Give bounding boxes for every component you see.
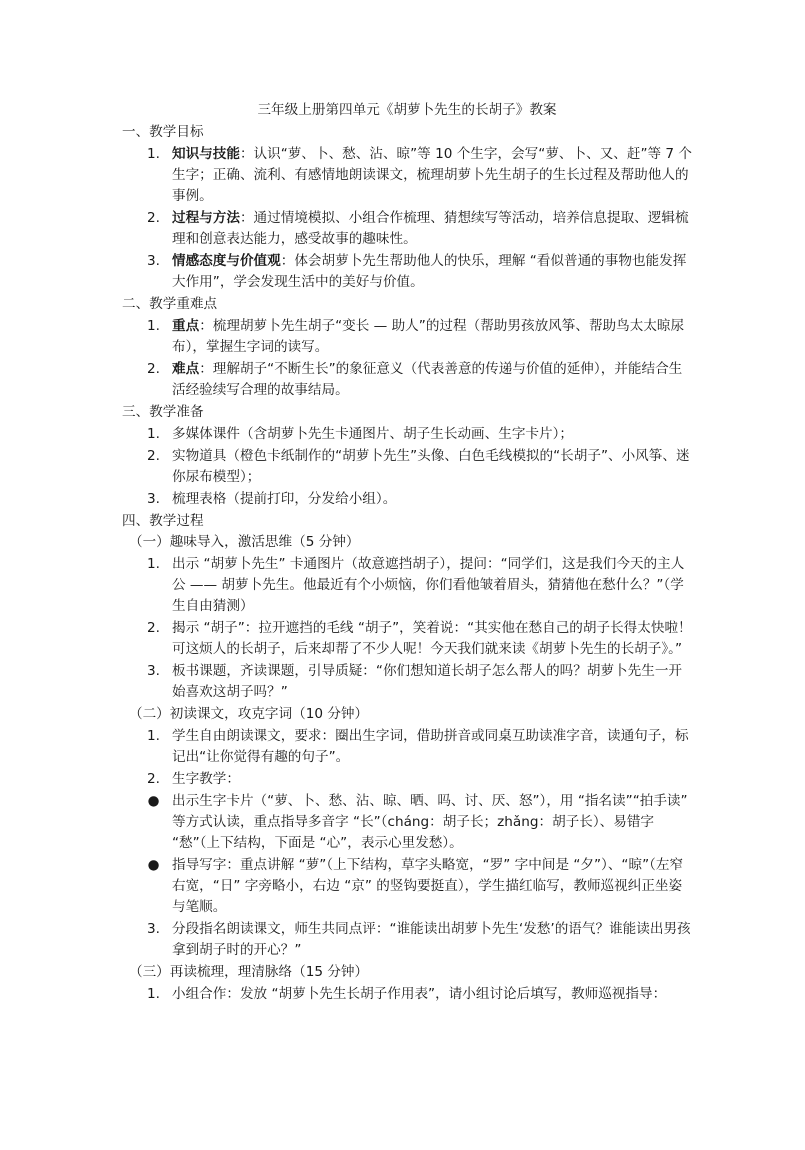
- item-keyword: 重点: [172, 318, 200, 334]
- item-text: 出示 “胡萝卜先生” 卡通图片（故意遮挡胡子），提问：“同学们，这是我们今天的主人公 —— 胡萝卜先生。他最近有个小烦恼，你们看他皱着眉头，猜猜他在愁什么？”（学生自由猜测）: [172, 556, 685, 614]
- item-keyword: 过程与方法: [172, 210, 240, 226]
- item-keyword: 情感态度与价值观: [172, 253, 281, 269]
- list-number: 1.: [147, 146, 160, 162]
- subsection-heading: （三）再读梳理，理清脉络（15 分钟）: [129, 964, 369, 980]
- item-text: 分段指名朗读课文，师生共同点评：“谁能读出胡萝卜先生‘发愁’的语气？谁能读出男孩拿到胡子时的开心？”: [172, 921, 691, 958]
- item-text: ：梳理胡萝卜先生胡子“变长 — 助人”的过程（帮助男孩放风筝、帮助鸟太太晾尿布），掌握生字词的读写。: [172, 318, 685, 355]
- list-number: 1.: [147, 986, 160, 1002]
- item-text: ：体会胡萝卜先生帮助他人的快乐，理解 “看似普通的事物也能发挥大作用”，学会发现生活中的美好与价值。: [172, 253, 687, 290]
- document-body: [122, 100, 692, 1006]
- list-number: 2.: [147, 448, 160, 464]
- list-item: [122, 144, 692, 207]
- list-number: 3.: [147, 491, 160, 507]
- item-keyword: 知识与技能: [172, 146, 240, 162]
- item-text: 实物道具（橙色卡纸制作的“胡萝卜先生”头像、白色毛线模拟的“长胡子”、小风筝、迷你尿布模型）；: [172, 448, 690, 485]
- list-item: [122, 316, 692, 358]
- section-heading: 二、教学重难点: [122, 296, 218, 312]
- item-text: 板书课题，齐读课题，引导质疑：“你们想知道长胡子怎么帮人的吗？胡萝卜先生一开始喜欢这胡子吗？”: [172, 663, 683, 700]
- list-number: 3.: [147, 253, 160, 269]
- list-item: [122, 446, 692, 488]
- bullet-item: [122, 855, 692, 918]
- subsection-heading: （一）趣味导入，激活思维（5 分钟）: [129, 534, 360, 550]
- list-item: [122, 554, 692, 617]
- bullet-dot-icon: ●: [147, 857, 160, 873]
- section-heading: 一、教学目标: [122, 124, 204, 140]
- list-number: 2.: [147, 210, 160, 226]
- list-number: 2.: [147, 771, 160, 787]
- list-item: [122, 919, 692, 961]
- list-item: [122, 984, 692, 1005]
- list-number: 2.: [147, 361, 160, 377]
- list-item: [122, 359, 692, 401]
- item-text: ：通过情境模拟、小组合作梳理、猜想续写等活动，培养信息提取、逻辑梳理和创意表达能力，感受故事的趣味性。: [172, 210, 689, 247]
- list-item: [122, 661, 692, 703]
- list-number: 3.: [147, 921, 160, 937]
- document-title: 三年级上册第四单元《胡萝卜先生的长胡子》教案: [257, 102, 557, 118]
- list-item: [122, 489, 692, 510]
- list-number: 1.: [147, 728, 160, 744]
- subsection-heading: （二）初读课文，攻克字词（10 分钟）: [129, 706, 369, 722]
- list-item: [122, 208, 692, 250]
- item-text: ：认识“萝、卜、愁、沾、晾”等 10 个生字，会写“萝、卜、又、赶”等 7 个生字；正确、流利、有感情地朗读课文，梳理胡萝卜先生胡子的生长过程及帮助他人的事例。: [172, 146, 692, 204]
- item-text: 梳理表格（提前打印，分发给小组）。: [172, 491, 397, 507]
- item-keyword: 难点: [172, 361, 200, 377]
- list-number: 1.: [147, 556, 160, 572]
- item-text: ：理解胡子“不断生长”的象征意义（代表善意的传递与价值的延伸），并能结合生活经验续写合理的故事结局。: [172, 361, 683, 398]
- item-text: 揭示 “胡子”：拉开遮挡的毛线 “胡子”，笑着说：“其实他在愁自己的胡子长得太快啦！可这烦人的长胡子，后来却帮了不少人呢！今天我们就来读《胡萝卜先生的长胡子》。”: [172, 620, 692, 657]
- list-item: [122, 769, 692, 790]
- list-item: [122, 618, 692, 660]
- list-item: [122, 726, 692, 768]
- item-text: 学生自由朗读课文，要求：圈出生字词，借助拼音或同桌互助读准字音，读通句子，标记出“让你觉得有趣的句子”。: [172, 728, 689, 765]
- list-number: 2.: [147, 620, 160, 636]
- item-text: 生字教学：: [172, 771, 240, 787]
- item-text: 出示生字卡片（“萝、卜、愁、沾、晾、晒、吗、讨、厌、怒”），用 “指名读”“拍手读” 等方式认读，重点指导多音字 “长”（cháng：胡子长；zhǎng：胡子长）、易错字 “愁”（上下结构，下面是 “心”，表示心里发愁）。: [172, 793, 688, 851]
- bullet-item: [122, 791, 692, 854]
- bullet-dot-icon: ●: [147, 793, 160, 809]
- list-number: 3.: [147, 663, 160, 679]
- list-item: [122, 424, 692, 445]
- item-text: 多媒体课件（含胡萝卜先生卡通图片、胡子生长动画、生字卡片）；: [172, 426, 574, 442]
- item-text: 小组合作：发放 “胡萝卜先生长胡子作用表”，请小组讨论后填写，教师巡视指导：: [172, 986, 667, 1002]
- list-number: 1.: [147, 318, 160, 334]
- list-number: 1.: [147, 426, 160, 442]
- section-heading: 四、教学过程: [122, 513, 204, 529]
- item-text: 指导写字：重点讲解 “萝”（上下结构，草字头略宽，“罗” 字中间是 “夕”）、“晾”（左窄右宽，“日” 字旁略小，右边 “京” 的竖钩要挺直），学生描红临写，教师巡视纠正坐姿与笔顺。: [172, 857, 684, 915]
- section-heading: 三、教学准备: [122, 404, 204, 420]
- list-item: [122, 251, 692, 293]
